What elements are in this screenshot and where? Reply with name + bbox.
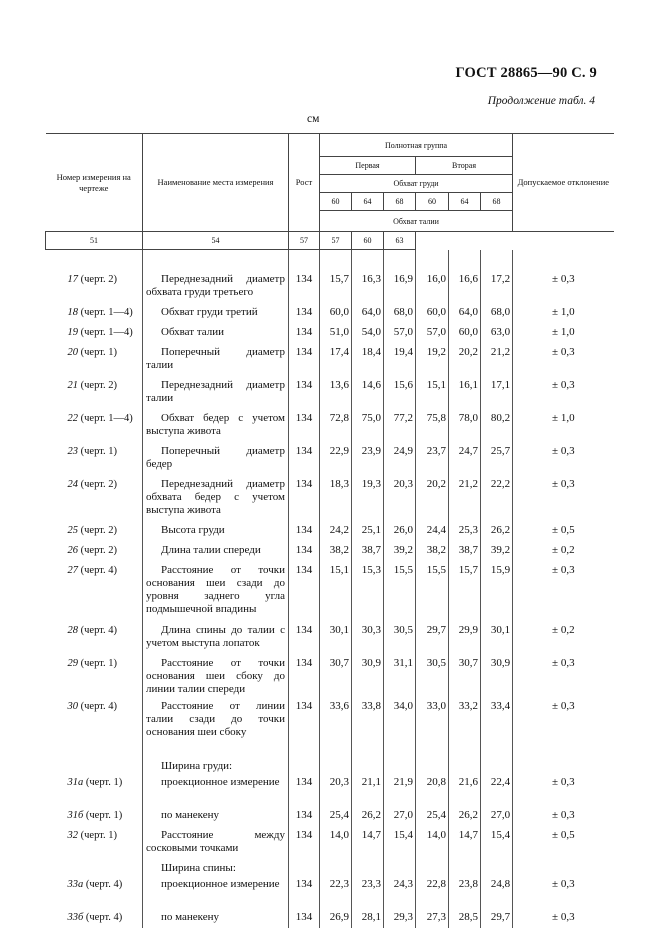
row-name: Обхват груди третий — [143, 303, 289, 323]
row-height: 134 — [289, 697, 320, 757]
row-value: 25,1 — [352, 521, 384, 541]
group-second-header: Вторая — [416, 157, 513, 175]
row-value: 21,2 — [481, 343, 513, 376]
chest-value-header: 64 — [352, 193, 384, 211]
row-height: 134 — [289, 323, 320, 343]
row-name: Переднезадний диаметр обхвата бедер с учетом выступа живота — [143, 475, 289, 521]
empty-cell — [481, 859, 513, 875]
row-height: 134 — [289, 908, 320, 928]
row-number — [46, 621, 143, 654]
empty-cell — [289, 757, 320, 773]
row-value: 18,3 — [320, 475, 352, 521]
row-height: 134 — [289, 773, 320, 806]
row-value: 30,9 — [481, 654, 513, 697]
row-tolerance: ± 0,3 — [513, 697, 614, 757]
row-value: 19,4 — [384, 343, 416, 376]
row-value: 39,2 — [481, 541, 513, 561]
row-value: 29,9 — [449, 621, 481, 654]
empty-cell — [289, 859, 320, 875]
empty-cell — [449, 859, 481, 875]
row-value: 14,7 — [449, 826, 481, 859]
row-value: 29,3 — [384, 908, 416, 928]
row-number-value: 31б — [67, 809, 84, 821]
row-value: 39,2 — [384, 541, 416, 561]
row-value: 33,0 — [416, 697, 449, 757]
chest-value-header: 60 — [416, 193, 449, 211]
row-value: 33,2 — [449, 697, 481, 757]
row-value: 38,7 — [449, 541, 481, 561]
row-value: 64,0 — [449, 303, 481, 323]
row-name: проекционное измерение — [143, 875, 289, 908]
row-value: 78,0 — [449, 409, 481, 442]
chest-header: Обхват груди — [320, 175, 513, 193]
row-tolerance: ± 0,3 — [513, 806, 614, 826]
table-body — [46, 250, 614, 928]
row-value: 51,0 — [320, 323, 352, 343]
row-drawing-ref: (черт. 1) — [78, 657, 117, 669]
row-value: 72,8 — [320, 409, 352, 442]
row-value: 30,1 — [481, 621, 513, 654]
row-name: Расстояние между сосковыми точками — [143, 826, 289, 859]
row-tolerance: ± 1,0 — [513, 303, 614, 323]
empty-cell — [481, 757, 513, 773]
row-height: 134 — [289, 826, 320, 859]
row-number-value: 17 — [67, 273, 78, 285]
empty-cell — [384, 859, 416, 875]
row-value: 14,7 — [352, 826, 384, 859]
row-tolerance: ± 0,3 — [513, 376, 614, 409]
table-row — [46, 697, 614, 757]
row-drawing-ref: (черт. 1) — [78, 829, 117, 841]
row-value: 24,4 — [416, 521, 449, 541]
col-number-header: Номер измерения на чертеже — [46, 134, 143, 232]
row-height: 134 — [289, 621, 320, 654]
row-value: 16,0 — [416, 270, 449, 303]
row-value: 16,9 — [384, 270, 416, 303]
row-value: 28,5 — [449, 908, 481, 928]
table-row — [46, 323, 614, 343]
row-value: 15,7 — [449, 561, 481, 621]
row-name: Обхват талии — [143, 323, 289, 343]
row-number — [46, 409, 143, 442]
row-value: 22,3 — [320, 875, 352, 908]
row-height: 134 — [289, 303, 320, 323]
empty-cell — [352, 859, 384, 875]
row-value: 23,9 — [352, 442, 384, 475]
row-height: 134 — [289, 561, 320, 621]
row-number-value: 30 — [67, 700, 78, 712]
row-value: 26,2 — [449, 806, 481, 826]
waist-value-header: 60 — [352, 232, 384, 250]
row-number-value: 28 — [67, 624, 78, 636]
row-value: 22,4 — [481, 773, 513, 806]
row-tolerance: ± 0,2 — [513, 621, 614, 654]
row-value: 14,0 — [320, 826, 352, 859]
row-value: 63,0 — [481, 323, 513, 343]
row-value: 68,0 — [481, 303, 513, 323]
row-drawing-ref: (черт. 1—4) — [78, 306, 133, 318]
row-tolerance: ± 0,3 — [513, 270, 614, 303]
row-value: 77,2 — [384, 409, 416, 442]
table-row — [46, 303, 614, 323]
row-value: 20,3 — [320, 773, 352, 806]
row-value: 15,7 — [320, 270, 352, 303]
row-value: 16,1 — [449, 376, 481, 409]
row-value: 26,0 — [384, 521, 416, 541]
row-value: 15,6 — [384, 376, 416, 409]
row-value: 13,6 — [320, 376, 352, 409]
row-value: 33,4 — [481, 697, 513, 757]
table-row — [46, 908, 614, 928]
row-value: 22,2 — [481, 475, 513, 521]
row-value: 64,0 — [352, 303, 384, 323]
row-height: 134 — [289, 343, 320, 376]
row-drawing-ref: (черт. 2) — [78, 273, 117, 285]
chest-value-header: 60 — [320, 193, 352, 211]
row-value: 19,2 — [416, 343, 449, 376]
row-tolerance: ± 1,0 — [513, 323, 614, 343]
table-row — [46, 875, 614, 908]
waist-value-header: 63 — [384, 232, 416, 250]
row-tolerance: ± 0,3 — [513, 773, 614, 806]
row-name: по манекену — [143, 908, 289, 928]
row-value: 34,0 — [384, 697, 416, 757]
table-row — [46, 475, 614, 521]
row-value: 25,4 — [320, 806, 352, 826]
empty-cell — [384, 757, 416, 773]
row-value: 68,0 — [384, 303, 416, 323]
row-name: Обхват бедер с учетом выступа живота — [143, 409, 289, 442]
row-value: 30,7 — [320, 654, 352, 697]
row-value: 30,9 — [352, 654, 384, 697]
row-value: 29,7 — [481, 908, 513, 928]
row-value: 21,6 — [449, 773, 481, 806]
chest-value-header: 68 — [384, 193, 416, 211]
row-name: Расстояние от линии талии сзади до точки основания шеи сбоку — [143, 697, 289, 757]
row-number-value: 23 — [67, 445, 78, 457]
waist-values-row — [46, 232, 614, 250]
row-value: 57,0 — [384, 323, 416, 343]
row-height: 134 — [289, 806, 320, 826]
row-number — [46, 475, 143, 521]
row-value: 15,1 — [416, 376, 449, 409]
waist-header: Обхват талии — [320, 211, 513, 232]
row-tolerance: ± 0,3 — [513, 875, 614, 908]
row-number-value: 18 — [67, 306, 78, 318]
row-number — [46, 323, 143, 343]
row-value: 14,0 — [416, 826, 449, 859]
row-height: 134 — [289, 270, 320, 303]
row-drawing-ref: (черт. 2) — [78, 379, 117, 391]
row-value: 24,7 — [449, 442, 481, 475]
row-value: 38,2 — [320, 541, 352, 561]
row-number-value: 19 — [67, 326, 78, 338]
empty-cell — [320, 757, 352, 773]
table-row — [46, 521, 614, 541]
row-name: Поперечный диаметр талии — [143, 343, 289, 376]
row-number — [46, 376, 143, 409]
row-value: 28,1 — [352, 908, 384, 928]
row-value: 75,8 — [416, 409, 449, 442]
row-value: 21,1 — [352, 773, 384, 806]
row-value: 30,5 — [384, 621, 416, 654]
row-number-value: 21 — [67, 379, 78, 391]
row-number-value: 29 — [67, 657, 78, 669]
row-drawing-ref: (черт. 2) — [78, 544, 117, 556]
row-tolerance: ± 0,3 — [513, 442, 614, 475]
row-name: Переднезадний диаметр обхвата груди третьего — [143, 270, 289, 303]
row-number — [46, 826, 143, 859]
row-drawing-ref: (черт. 2) — [78, 478, 117, 490]
chest-value-header: 68 — [481, 193, 513, 211]
row-tolerance: ± 0,3 — [513, 475, 614, 521]
row-value: 27,0 — [384, 806, 416, 826]
empty-cell — [513, 757, 614, 773]
row-value: 19,3 — [352, 475, 384, 521]
row-number-value: 31а — [67, 776, 84, 788]
row-number — [46, 908, 143, 928]
row-value: 33,8 — [352, 697, 384, 757]
table-row — [46, 806, 614, 826]
row-value: 60,0 — [449, 323, 481, 343]
row-subheading: Ширина спины: — [143, 859, 289, 875]
row-number — [46, 859, 143, 875]
row-height: 134 — [289, 442, 320, 475]
row-value: 15,3 — [352, 561, 384, 621]
empty-cell — [449, 757, 481, 773]
table-row — [46, 343, 614, 376]
row-name: Высота груди — [143, 521, 289, 541]
row-value: 20,3 — [384, 475, 416, 521]
row-value: 15,4 — [481, 826, 513, 859]
row-drawing-ref: (черт. 4) — [78, 700, 117, 712]
table-row — [46, 561, 614, 621]
empty-cell — [416, 859, 449, 875]
row-value: 20,2 — [416, 475, 449, 521]
row-number-value: 22 — [67, 412, 78, 424]
row-tolerance: ± 0,3 — [513, 908, 614, 928]
row-value: 26,2 — [352, 806, 384, 826]
row-drawing-ref: (черт. 1—4) — [78, 326, 133, 338]
row-tolerance: ± 0,5 — [513, 826, 614, 859]
table-row — [46, 654, 614, 697]
row-value: 24,3 — [384, 875, 416, 908]
row-value: 30,5 — [416, 654, 449, 697]
row-value: 60,0 — [320, 303, 352, 323]
row-height: 134 — [289, 475, 320, 521]
row-number — [46, 303, 143, 323]
row-value: 29,7 — [416, 621, 449, 654]
row-height: 134 — [289, 376, 320, 409]
row-subheading: Ширина груди: — [143, 757, 289, 773]
row-number — [46, 773, 143, 806]
row-tolerance: ± 0,5 — [513, 521, 614, 541]
row-value: 20,2 — [449, 343, 481, 376]
chest-value-header: 64 — [449, 193, 481, 211]
empty-cell — [352, 757, 384, 773]
row-height: 134 — [289, 521, 320, 541]
row-value: 17,2 — [481, 270, 513, 303]
row-value: 17,4 — [320, 343, 352, 376]
row-number-value: 20 — [67, 346, 78, 358]
col-height-header: Рост — [289, 134, 320, 232]
row-drawing-ref: (черт. 4) — [83, 911, 123, 923]
row-value: 24,9 — [384, 442, 416, 475]
standard-header: ГОСТ 28865—90 С. 9 — [455, 65, 597, 81]
row-drawing-ref: (черт. 1—4) — [78, 412, 133, 424]
row-value: 24,8 — [481, 875, 513, 908]
table-row — [46, 442, 614, 475]
table-row — [46, 409, 614, 442]
row-number-value: 24 — [67, 478, 78, 490]
row-number — [46, 561, 143, 621]
row-name: Переднезадний диаметр талии — [143, 376, 289, 409]
table-row — [46, 757, 614, 773]
row-name: Длина спины до талии с учетом выступа лопаток — [143, 621, 289, 654]
row-value: 22,8 — [416, 875, 449, 908]
row-value: 20,8 — [416, 773, 449, 806]
row-value: 25,3 — [449, 521, 481, 541]
row-value: 33,6 — [320, 697, 352, 757]
row-name: по манекену — [143, 806, 289, 826]
row-height: 134 — [289, 409, 320, 442]
row-number-value: 25 — [67, 524, 78, 536]
row-tolerance: ± 0,3 — [513, 561, 614, 621]
row-drawing-ref: (черт. 1) — [83, 809, 123, 821]
row-value: 38,7 — [352, 541, 384, 561]
row-number — [46, 654, 143, 697]
row-tolerance: ± 0,2 — [513, 541, 614, 561]
row-value: 54,0 — [352, 323, 384, 343]
row-value: 60,0 — [416, 303, 449, 323]
row-value: 23,7 — [416, 442, 449, 475]
row-value: 15,5 — [384, 561, 416, 621]
table-row — [46, 376, 614, 409]
row-number — [46, 757, 143, 773]
measurements-table — [45, 133, 614, 928]
row-drawing-ref: (черт. 1) — [83, 776, 123, 788]
row-height: 134 — [289, 654, 320, 697]
row-number-value: 32 — [67, 829, 78, 841]
row-value: 16,3 — [352, 270, 384, 303]
empty-cell — [416, 757, 449, 773]
row-name: Длина талии спереди — [143, 541, 289, 561]
row-value: 14,6 — [352, 376, 384, 409]
table-row — [46, 621, 614, 654]
group-header: Полнотная группа — [320, 134, 513, 157]
table-header — [46, 134, 614, 250]
table-row — [46, 859, 614, 875]
unit-label: см — [307, 113, 320, 125]
row-drawing-ref: (черт. 4) — [83, 878, 123, 890]
row-number — [46, 806, 143, 826]
row-name: Расстояние от точки основания шеи сзади до уровня заднего угла подмышечной впадины — [143, 561, 289, 621]
row-value: 25,4 — [416, 806, 449, 826]
waist-value-header: 51 — [46, 232, 143, 250]
row-value: 30,7 — [449, 654, 481, 697]
row-tolerance: ± 1,0 — [513, 409, 614, 442]
row-number-value: 33а — [67, 878, 84, 890]
row-value: 25,7 — [481, 442, 513, 475]
row-name: проекционное измерение — [143, 773, 289, 806]
col-tolerance-header: Допускаемое отклонение — [513, 134, 614, 232]
row-value: 31,1 — [384, 654, 416, 697]
row-value: 30,1 — [320, 621, 352, 654]
row-value: 57,0 — [416, 323, 449, 343]
empty-cell — [320, 859, 352, 875]
row-value: 21,2 — [449, 475, 481, 521]
row-value: 24,2 — [320, 521, 352, 541]
row-tolerance: ± 0,3 — [513, 654, 614, 697]
row-number — [46, 343, 143, 376]
row-number-value: 26 — [67, 544, 78, 556]
row-value: 80,2 — [481, 409, 513, 442]
row-drawing-ref: (черт. 1) — [78, 346, 117, 358]
row-value: 27,3 — [416, 908, 449, 928]
row-number — [46, 541, 143, 561]
row-drawing-ref: (черт. 1) — [78, 445, 117, 457]
row-value: 38,2 — [416, 541, 449, 561]
row-number — [46, 875, 143, 908]
row-drawing-ref: (черт. 2) — [78, 524, 117, 536]
row-value: 26,2 — [481, 521, 513, 541]
table-row — [46, 826, 614, 859]
waist-value-header: 54 — [143, 232, 289, 250]
row-number-value: 27 — [67, 564, 78, 576]
empty-cell — [513, 859, 614, 875]
row-name: Расстояние от точки основания шеи сбоку до линии талии спереди — [143, 654, 289, 697]
table-row — [46, 773, 614, 806]
row-value: 26,9 — [320, 908, 352, 928]
row-value: 23,3 — [352, 875, 384, 908]
table-row — [46, 270, 614, 303]
row-drawing-ref: (черт. 4) — [78, 624, 117, 636]
row-number — [46, 442, 143, 475]
row-value: 15,9 — [481, 561, 513, 621]
row-number — [46, 270, 143, 303]
row-name: Поперечный диаметр бедер — [143, 442, 289, 475]
row-value: 75,0 — [352, 409, 384, 442]
row-height: 134 — [289, 541, 320, 561]
waist-value-header: 57 — [289, 232, 320, 250]
row-number — [46, 697, 143, 757]
row-drawing-ref: (черт. 4) — [78, 564, 117, 576]
row-value: 27,0 — [481, 806, 513, 826]
row-number — [46, 521, 143, 541]
row-height: 134 — [289, 875, 320, 908]
row-tolerance: ± 0,3 — [513, 343, 614, 376]
row-value: 15,4 — [384, 826, 416, 859]
row-value: 30,3 — [352, 621, 384, 654]
row-value: 16,6 — [449, 270, 481, 303]
waist-value-header: 57 — [320, 232, 352, 250]
row-value: 22,9 — [320, 442, 352, 475]
table-row — [46, 541, 614, 561]
group-first-header: Первая — [320, 157, 416, 175]
row-value: 21,9 — [384, 773, 416, 806]
row-value: 15,1 — [320, 561, 352, 621]
row-value: 23,8 — [449, 875, 481, 908]
row-value: 17,1 — [481, 376, 513, 409]
row-value: 18,4 — [352, 343, 384, 376]
row-number-value: 33б — [67, 911, 84, 923]
row-value: 15,5 — [416, 561, 449, 621]
col-name-header: Наименование места измерения — [143, 134, 289, 232]
table-continuation-label: Продолжение табл. 4 — [487, 95, 595, 107]
